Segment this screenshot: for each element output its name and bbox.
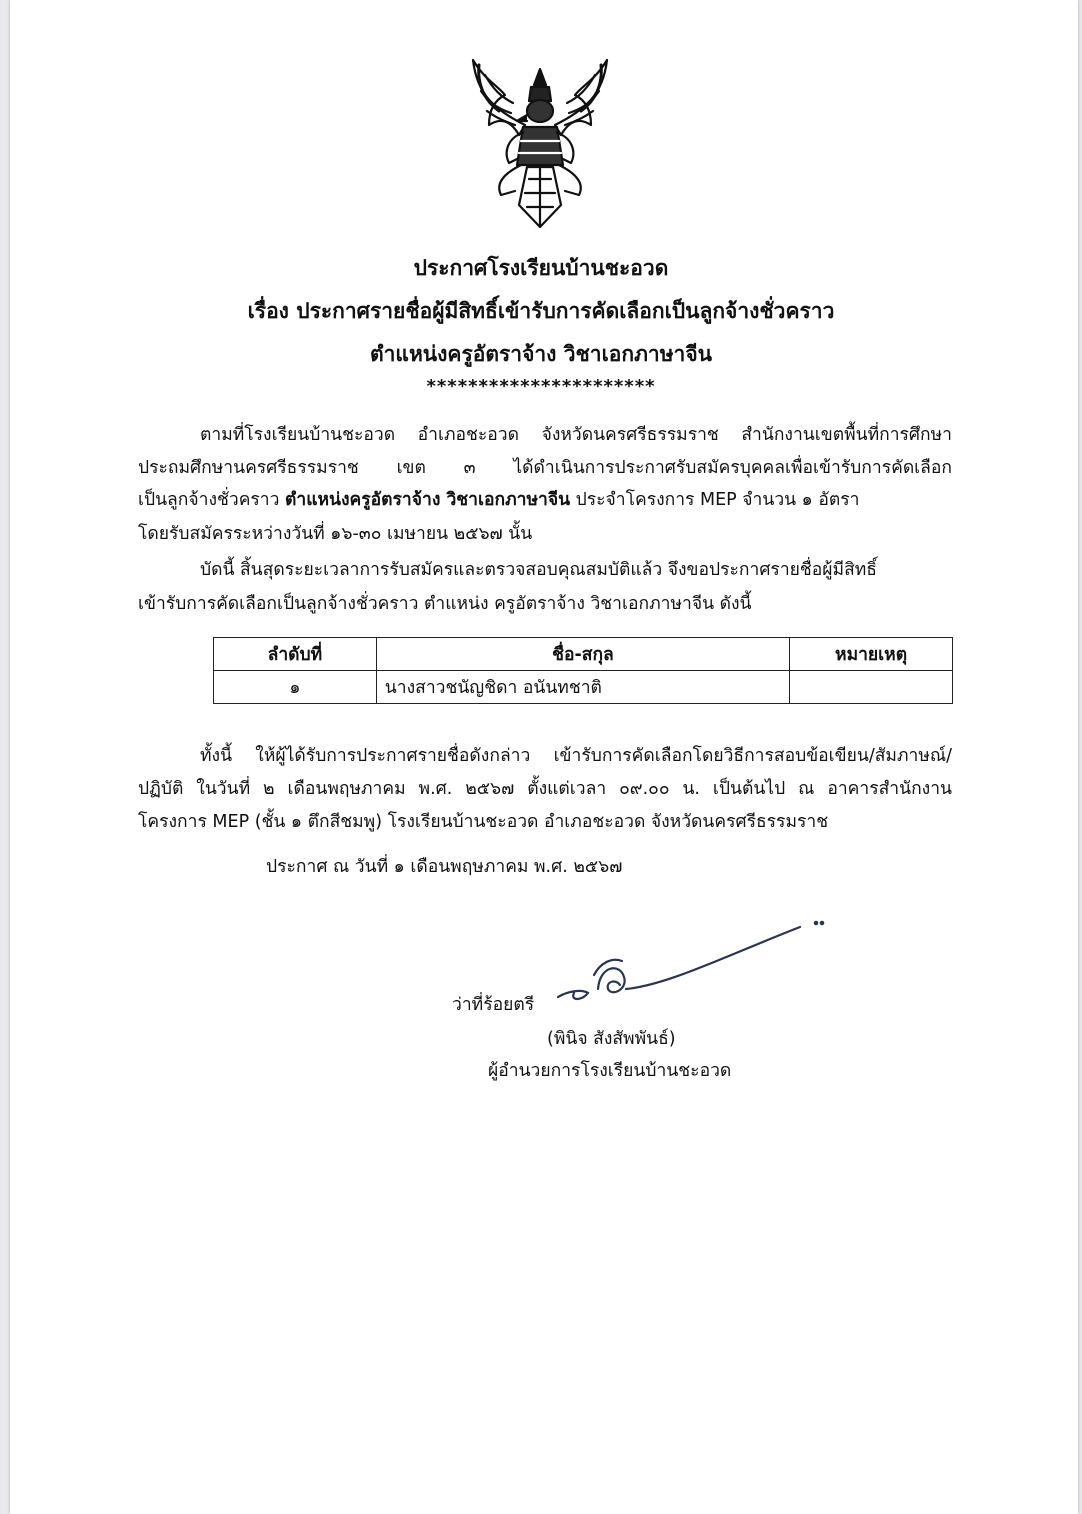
paragraph-1-line-3 [138, 485, 952, 513]
table-header-row [214, 638, 953, 671]
handwritten-signature [548, 905, 848, 1015]
paragraph-3-line-2: ปฏิบัติ ในวันที่ ๒ เดือนพฤษภาคม พ.ศ. ๒๕๖๗ ตั้งแต่เวลา ๐๙.๐๐ น. เป็นต้นไป ณ อาคารสำนักงาน [138, 779, 952, 799]
text-span: เป็นลูกจ้างชั่วคราว [138, 490, 286, 510]
header-note: หมายเหตุ [790, 638, 953, 671]
paragraph-3-line-3: โครงการ MEP (ชั้น ๑ ตึกสีชมพู) โรงเรียนบ้านชะอวด อำเภอชะอวด จังหวัดนครศรีธรรมราช [138, 812, 829, 832]
text-span: ประจำโครงการ MEP จำนวน ๑ อัตรา [570, 490, 860, 510]
paragraph-1-line-1: ตามที่โรงเรียนบ้านชะอวด อำเภอชะอวด จังหวัดนครศรีธรรมราช สำนักงานเขตพื้นที่การศึกษา [200, 425, 952, 445]
cell-order: ๑ [214, 671, 377, 704]
paragraph-1-line-2: ประถมศึกษานครศรีธรรมราช เขต ๓ ได้ดำเนินการประกาศรับสมัครบุคคลเพื่อเข้ารับการคัดเลือก [138, 458, 952, 478]
table-row [214, 671, 953, 704]
announcement-title: ประกาศโรงเรียนบ้านชะอวด [413, 256, 669, 280]
paragraph-1-line-4: โดยรับสมัครระหว่างวันที่ ๑๖-๓๐ เมษายน ๒๕๖๗ นั้น [138, 524, 533, 544]
signer-position: ผู้อำนวยการโรงเรียนบ้านชะอวด [488, 1061, 732, 1081]
position-line: ตำแหน่งครูอัตราจ้าง วิชาเอกภาษาจีน [370, 342, 712, 366]
signer-name: (พินิจ สังสัพพันธ์) [547, 1029, 676, 1049]
paragraph-3-line-1: ทั้งนี้ ให้ผู้ได้รับการประกาศรายชื่อดังกล่าว เข้ารับการคัดเลือกโดยวิธีการสอบข้อเขียน/สัมภาษณ์/ [200, 746, 952, 766]
cell-note [790, 671, 953, 704]
signer-rank: ว่าที่ร้อยตรี [452, 995, 535, 1015]
garuda-emblem-icon [465, 55, 615, 235]
announce-date: ประกาศ ณ วันที่ ๑ เดือนพฤษภาคม พ.ศ. ๒๕๖๗ [266, 857, 623, 877]
bold-position-text: ตำแหน่งครูอัตราจ้าง วิชาเอกภาษาจีน [285, 490, 571, 510]
cell-name: นางสาวชนัญชิดา อนันทชาติ [376, 671, 789, 704]
paragraph-2-line-2: เข้ารับการคัดเลือกเป็นลูกจ้างชั่วคราว ตำแหน่ง ครูอัตราจ้าง วิชาเอกภาษาจีน ดังนี้ [138, 594, 752, 614]
subject-line: เรื่อง ประกาศรายชื่อผู้มีสิทธิ์เข้ารับการคัดเลือกเป็นลูกจ้างชั่วคราว [247, 299, 835, 323]
paragraph-2-line-1: บัดนี้ สิ้นสุดระยะเวลาการรับสมัครและตรวจสอบคุณสมบัติแล้ว จึงขอประกาศรายชื่อผู้มีสิทธิ์ [200, 560, 877, 580]
candidate-table [213, 637, 953, 704]
header-order: ลำดับที่ [214, 638, 377, 671]
divider-stars: ********************** [426, 376, 656, 397]
header-name: ชื่อ-สกุล [376, 638, 789, 671]
